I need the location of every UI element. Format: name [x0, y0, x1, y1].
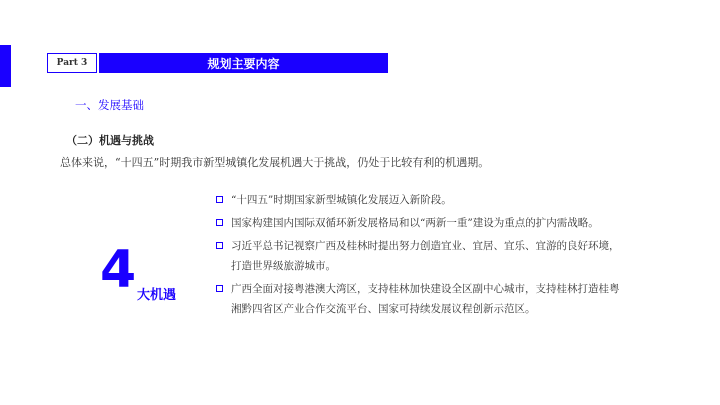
- list-item: [216, 279, 626, 319]
- square-bullet-icon: [216, 285, 223, 292]
- highlight-label: 大机遇: [137, 288, 177, 303]
- square-bullet-icon: [216, 219, 223, 226]
- list-item-text: 广西全面对接粤港澳大湾区，支持桂林加快建设全区副中心城市，支持桂林打造桂粤湘黔四省区产业合作交流平台、国家可持续发展议程创新示范区。: [231, 283, 620, 315]
- opportunity-list: [216, 190, 626, 322]
- square-bullet-icon: [216, 196, 223, 203]
- square-bullet-icon: [216, 242, 223, 249]
- list-item-text: 国家构建国内国际双循环新发展格局和以“两新一重”建设为重点的扩内需战略。: [231, 217, 599, 229]
- list-item: [216, 236, 626, 276]
- subsection-heading: （二）机遇与挑战: [66, 134, 154, 147]
- page-title: 规划主要内容: [99, 53, 388, 73]
- list-item: [216, 190, 626, 210]
- list-item-text: 习近平总书记视察广西及桂林时提出努力创造宜业、宜居、宜乐、宜游的良好环境，打造世界级旅游城市。: [231, 240, 620, 272]
- highlight-number: 4: [100, 240, 137, 300]
- list-item-text: “十四五”时期国家新型城镇化发展迈入新阶段。: [231, 194, 452, 206]
- summary-text: 总体来说，“十四五”时期我市新型城镇化发展机遇大于挑战，仍处于比较有利的机遇期。: [60, 156, 490, 169]
- section-heading: 一、发展基础: [75, 98, 144, 112]
- list-item: [216, 213, 626, 233]
- part-label: Part 3: [47, 53, 97, 73]
- left-accent-bar: [0, 45, 11, 87]
